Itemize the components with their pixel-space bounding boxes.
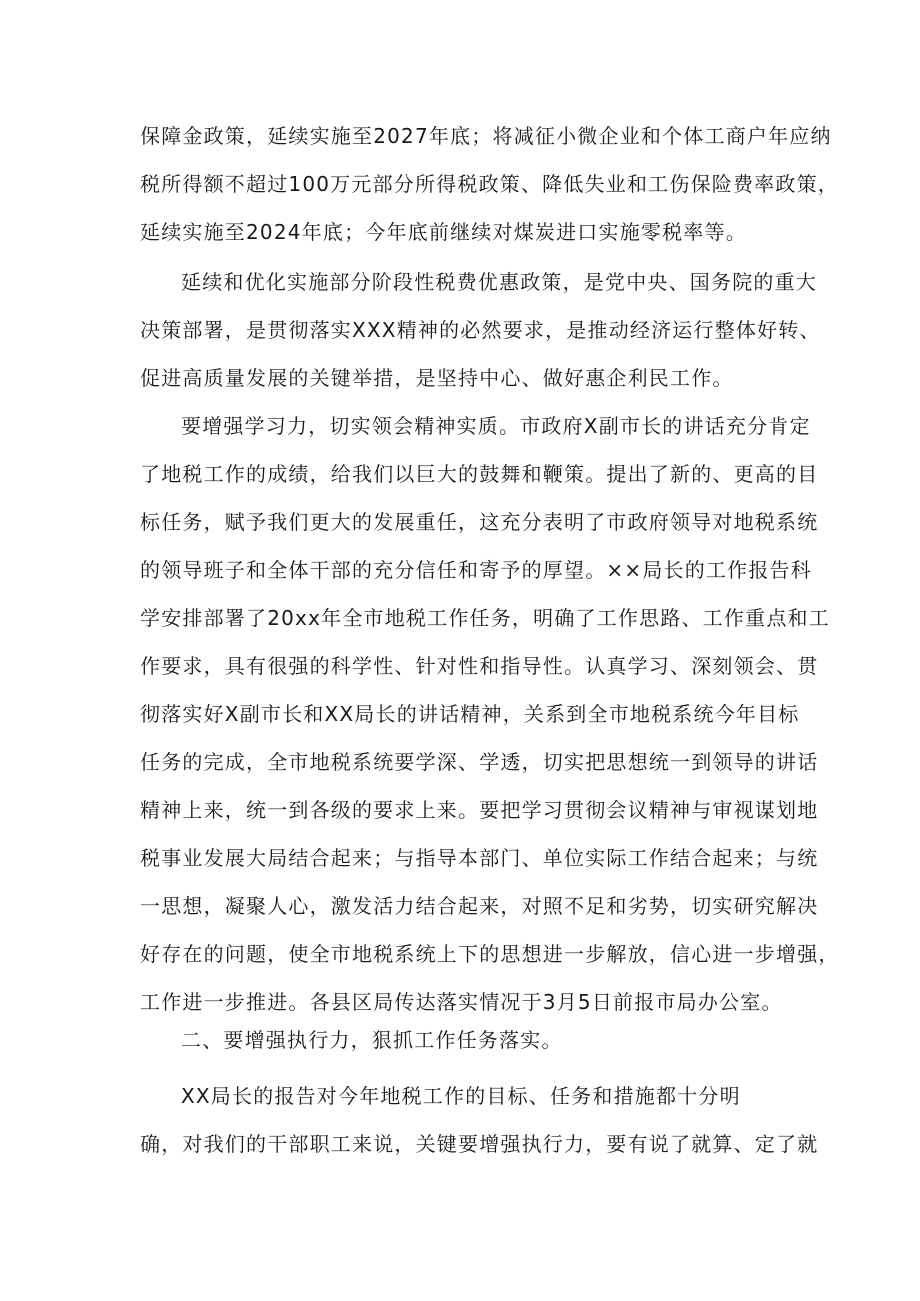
text-line: 精神上来，统一到各级的要求上来。要把学习贯彻会议精神与审视谋划地 [140,798,819,822]
paragraph-start-line: 要增强学习力，切实领会精神实质。市政府X副市长的讲话充分肯定 [181,414,811,438]
text-line: 标任务，赋予我们更大的发展重任，这充分表明了市政府领导对地税系统 [140,510,819,534]
text-line: 促进高质量发展的关键举措，是坚持中心、做好惠企利民工作。 [140,366,734,390]
text-line: 税事业发展大局结合起来；与指导本部门、单位实际工作结合起来；与统 [140,846,819,870]
text-line: 作要求，具有很强的科学性、针对性和指导性。认真学习、深刻领会、贯 [140,654,819,678]
text-line: 学安排部署了20xx年全市地税工作任务，明确了工作思路、工作重点和工 [140,606,830,630]
text-line: 决策部署，是贯彻落实XXX精神的必然要求，是推动经济运行整体好转、 [140,318,821,342]
text-line: 保障金政策，延续实施至2027年底；将减征小微企业和个体工商户年应纳 [140,124,832,148]
text-line: 好存在的问题，使全市地税系统上下的思想进一步解放，信心进一步增强， [140,942,840,966]
paragraph-start-line: 延续和优化实施部分阶段性税费优惠政策，是党中央、国务院的重大 [181,270,817,294]
text-line: 任务的完成，全市地税系统要学深、学透，切实把思想统一到领导的讲话 [140,750,819,774]
text-line: 彻落实好X副市长和XX局长的讲话精神，关系到全市地税系统今年目标 [140,702,800,726]
paragraph-start-line: XX局长的报告对今年地税工作的目标、任务和措施都十分明 [181,1084,741,1108]
text-line: 一思想，凝聚人心，激发活力结合起来，对照不足和劣势，切实研究解决 [140,894,819,918]
text-line: 确，对我们的干部职工来说，关键要增强执行力，要有说了就算、定了就 [140,1132,819,1156]
text-line: 的领导班子和全体干部的充分信任和寄予的厚望。××局长的工作报告科 [140,558,812,582]
text-line: 了地税工作的成绩，给我们以巨大的鼓舞和鞭策。提出了新的、更高的目 [140,462,819,486]
text-line: 税所得额不超过100万元部分所得税政策、降低失业和工伤保险费率政策， [140,172,839,196]
text-line: 延续实施至2024年底；今年底前继续对煤炭进口实施零税率等。 [140,220,747,244]
text-line: 工作进一步推进。各县区局传达落实情况于3月5日前报市局办公室。 [140,990,783,1014]
section-heading: 二、要增强执行力，狠抓工作任务落实。 [181,1028,563,1052]
